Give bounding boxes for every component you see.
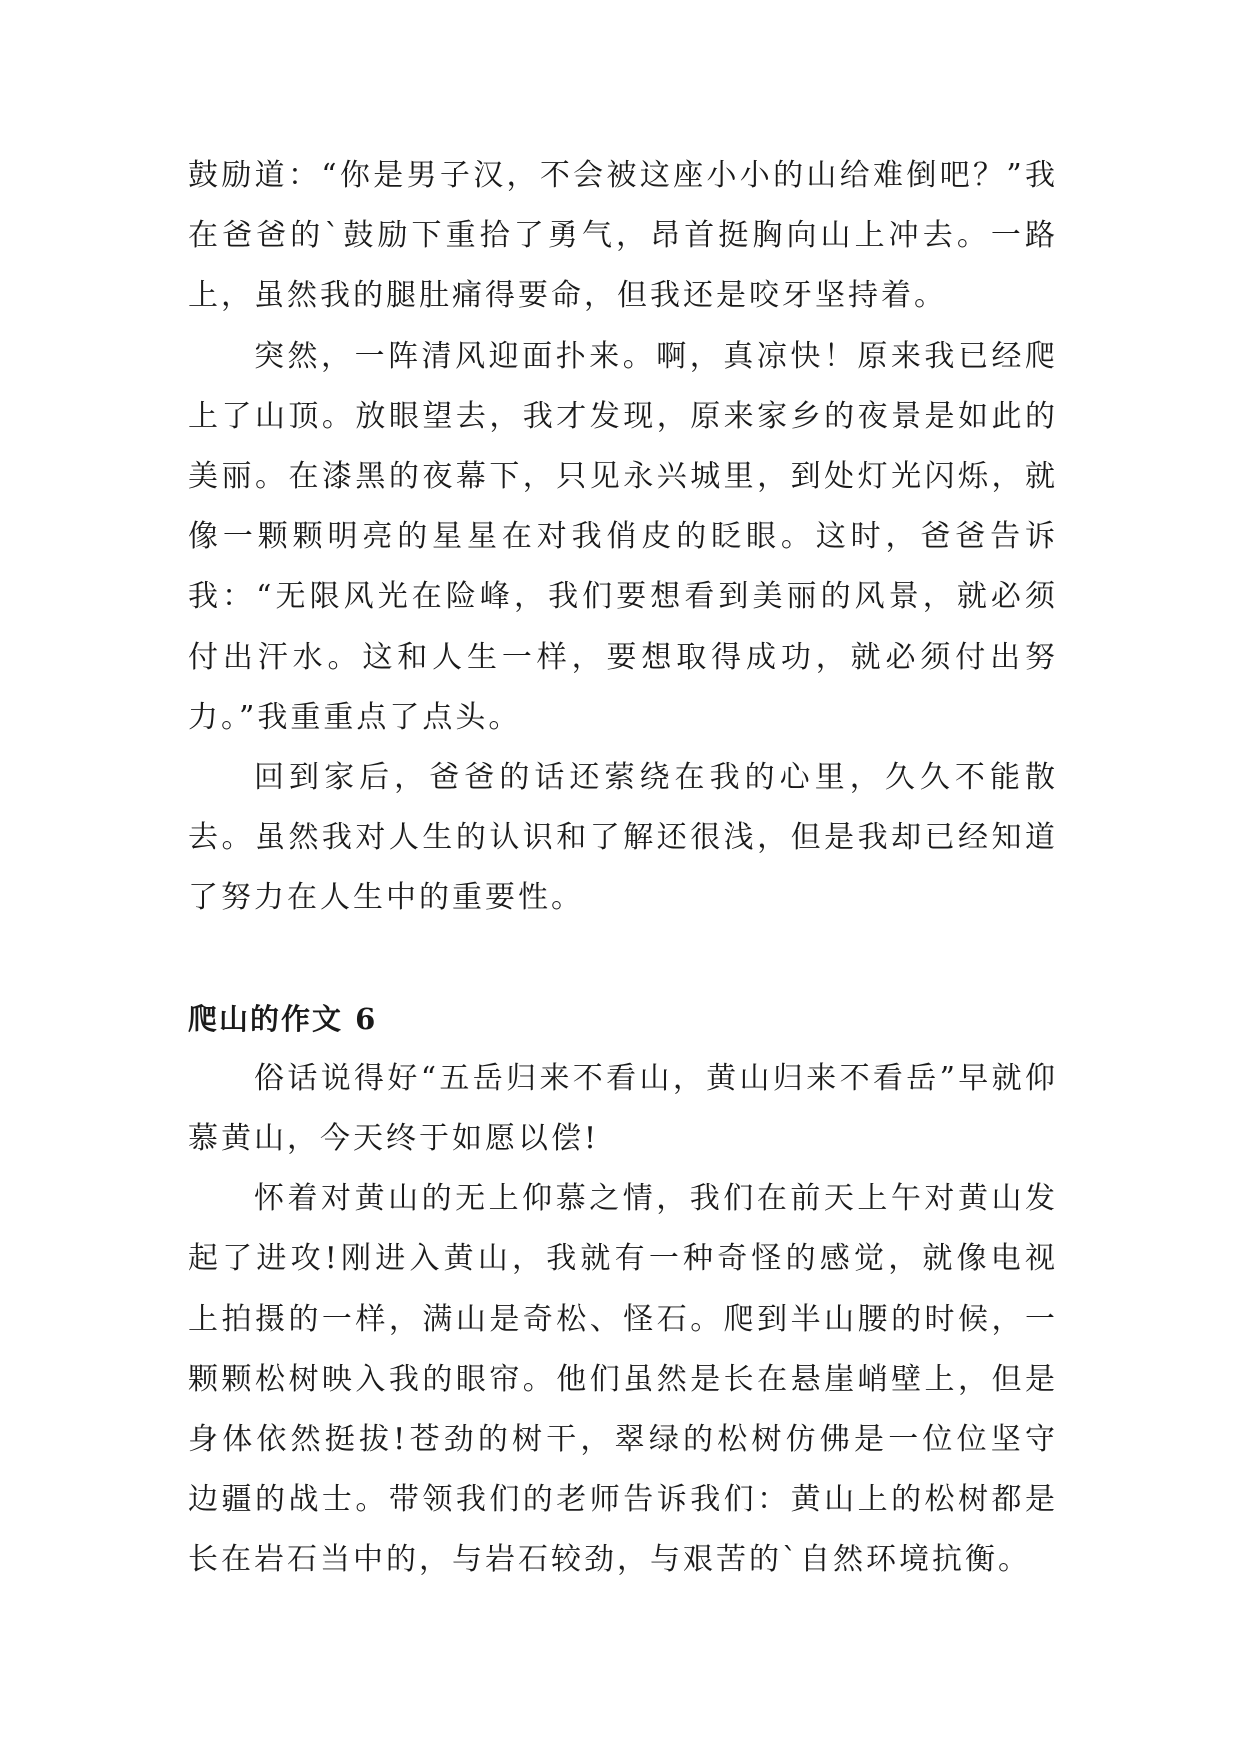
paragraph-saying: 俗话说得好“五岳归来不看山，黄山归来不看岳”早就仰慕黄山，今天终于如愿以偿! xyxy=(188,1060,1058,1157)
paragraph-huangshan: 怀着对黄山的无上仰慕之情，我们在前天上午对黄山发起了进攻!刚进入黄山，我就有一种奇怪的感觉，就像电视上拍摄的一样，满山是奇松、怪石。爬到半山腰的时候，一颗颗松树映入我的眼帘。他们虽然是长在悬崖峭壁上，但是身体依然挺拔!苍劲的树干，翠绿的松树仿佛是一位位坚守边疆的战士。带领我们的老师告诉我们：黄山上的松树都是长在岩石当中的，与岩石较劲，与艰苦的`自然环境抗衡。 xyxy=(188,1181,1058,1578)
paragraph-home: 回到家后，爸爸的话还萦绕在我的心里，久久不能散去。虽然我对人生的认识和了解还很浅，但是我却已经知道了努力在人生中的重要性。 xyxy=(188,760,1058,916)
paragraph-summit: 突然，一阵清风迎面扑来。啊，真凉快！原来我已经爬上了山顶。放眼望去，我才发现，原来家乡的夜景是如此的美丽。在漆黑的夜幕下，只见永兴城里，到处灯光闪烁，就像一颗颗明亮的星星在对我俏皮的眨眼。这时，爸爸告诉我：“无限风光在险峰，我们要想看到美丽的风景，就必须付出汗水。这和人生一样，要想取得成功，就必须付出努力。”我重重点了点头。 xyxy=(188,338,1058,735)
section-title: 爬山的作文 6 xyxy=(188,1001,378,1036)
paragraph-continued: 鼓励道：“你是男子汉，不会被这座小小的山给难倒吧？”我在爸爸的`鼓励下重拾了勇气，昂首挺胸向山上冲去。一路上，虽然我的腿肚痛得要命，但我还是咬牙坚持着。 xyxy=(188,158,1058,314)
document-page xyxy=(188,146,1058,1591)
